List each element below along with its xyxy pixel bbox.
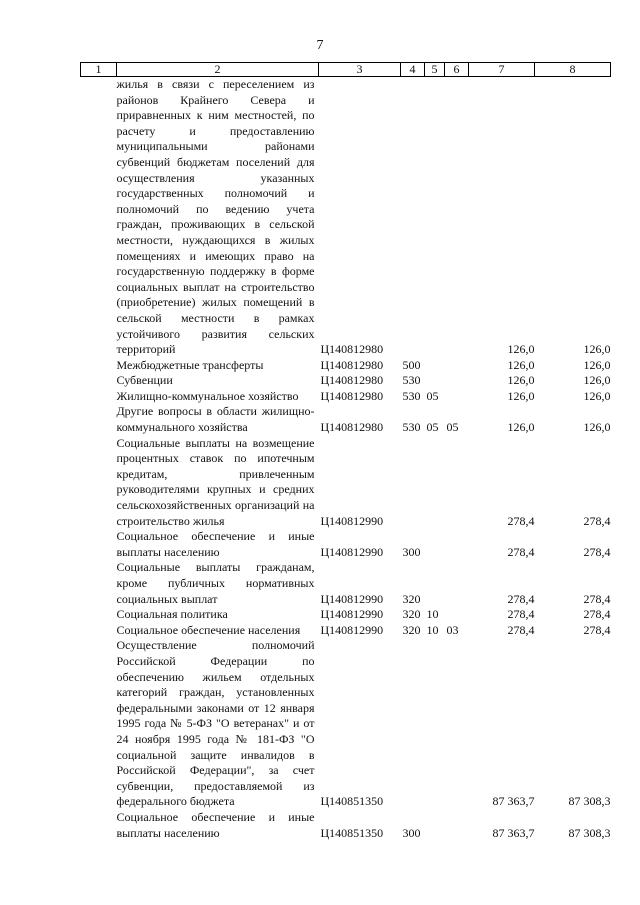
row-pr-cell xyxy=(445,607,469,623)
row-sum7-cell: 87 363,7 xyxy=(492,794,535,809)
row-code-cell: Ц140851350 xyxy=(320,794,384,809)
row-rz-cell: 05 xyxy=(426,388,439,403)
column-number-row xyxy=(81,63,611,77)
row-sum7-cell: 278,4 xyxy=(507,513,535,528)
table-row xyxy=(81,623,611,639)
row-rz-cell xyxy=(425,358,445,374)
row-rz-cell xyxy=(425,529,445,560)
row-rz-cell: 10 xyxy=(426,622,439,637)
row-code-cell: Ц140812990 xyxy=(320,622,384,637)
row-vr-cell: 530 xyxy=(402,373,421,388)
column-header: 2 xyxy=(117,63,319,77)
row-number-cell xyxy=(81,404,117,435)
row-pr-cell xyxy=(445,529,469,560)
row-vr-cell: 500 xyxy=(402,357,421,372)
row-vr-cell: 300 xyxy=(402,825,421,840)
row-name-cell: Социальное обеспечение и иные выплаты населению xyxy=(116,809,315,840)
row-vr-cell: 530 xyxy=(402,420,421,435)
row-number-cell xyxy=(81,358,117,374)
row-sum7-cell: 126,0 xyxy=(507,420,535,435)
row-number-cell xyxy=(81,436,117,530)
row-code-cell: Ц140812980 xyxy=(320,342,384,357)
table-row xyxy=(81,810,611,841)
row-sum8-cell: 126,0 xyxy=(583,388,611,403)
row-sum7-cell: 126,0 xyxy=(507,342,535,357)
table-body xyxy=(81,77,611,842)
row-pr-cell xyxy=(445,560,469,607)
row-code-cell: Ц140812980 xyxy=(320,388,384,403)
row-code-cell: Ц140812990 xyxy=(320,513,384,528)
row-name-cell: жилья в связи с переселением из районов Крайнего Севера и приравненных к ним местностей, по расчету и предоставлению муниципальными районами субвенций бюджетам поселений для осуществления указанных государственных полномочий и полномочий по ведению учета граждан, проживающих в сельской местности, нуждающихся в жилых помещениях и имеющих право на государственную поддержку в форме социальных выплат на строительство (приобретение) жилых помещений в сельской местности в рамках устойчивого развития сельских территорий xyxy=(116,77,315,357)
row-sum8-cell: 126,0 xyxy=(583,342,611,357)
row-number-cell xyxy=(81,623,117,639)
table-row xyxy=(81,404,611,435)
column-header: 4 xyxy=(401,63,425,77)
row-rz-cell xyxy=(425,810,445,841)
row-vr-cell: 320 xyxy=(402,607,421,622)
table-row xyxy=(81,638,611,810)
row-vr-cell: 320 xyxy=(402,622,421,637)
row-number-cell xyxy=(81,77,117,358)
row-number-cell xyxy=(81,389,117,405)
table-row xyxy=(81,373,611,389)
table-row xyxy=(81,389,611,405)
row-rz-cell: 10 xyxy=(426,607,439,622)
table-header xyxy=(81,63,611,77)
row-number-cell xyxy=(81,560,117,607)
row-code-cell: Ц140812990 xyxy=(320,544,384,559)
row-sum8-cell: 278,4 xyxy=(583,591,611,606)
row-name-cell: Другие вопросы в области жилищно-коммунального хозяйства xyxy=(116,404,315,435)
row-number-cell xyxy=(81,529,117,560)
row-number-cell xyxy=(81,607,117,623)
row-name-cell: Социальное обеспечение населения xyxy=(116,622,301,637)
row-vr-cell: 530 xyxy=(402,388,421,403)
row-sum7-cell: 126,0 xyxy=(507,373,535,388)
table-row xyxy=(81,607,611,623)
row-code-cell: Ц140812980 xyxy=(320,420,384,435)
row-sum7-cell: 278,4 xyxy=(507,544,535,559)
table-row xyxy=(81,436,611,530)
row-number-cell xyxy=(81,638,117,810)
row-sum8-cell: 87 308,3 xyxy=(568,825,611,840)
row-name-cell: Межбюджетные трансферты xyxy=(116,357,264,372)
row-number-cell xyxy=(81,810,117,841)
row-rz-cell xyxy=(425,436,445,530)
row-pr-cell: 05 xyxy=(446,420,459,435)
row-vr-cell xyxy=(401,77,425,358)
row-sum8-cell: 278,4 xyxy=(583,607,611,622)
row-code-cell: Ц140812980 xyxy=(320,373,384,388)
row-name-cell: Социальная политика xyxy=(116,607,228,622)
table-row xyxy=(81,560,611,607)
column-header: 6 xyxy=(445,63,469,77)
row-number-cell xyxy=(81,373,117,389)
row-pr-cell xyxy=(445,436,469,530)
row-name-cell: Жилищно-коммунальное хозяйство xyxy=(116,388,299,403)
row-code-cell: Ц140812980 xyxy=(320,357,384,372)
column-header: 1 xyxy=(81,63,117,77)
row-sum7-cell: 126,0 xyxy=(507,388,535,403)
column-header: 5 xyxy=(425,63,445,77)
row-pr-cell xyxy=(445,810,469,841)
row-sum8-cell: 126,0 xyxy=(583,357,611,372)
row-pr-cell xyxy=(445,373,469,389)
row-name-cell: Осуществление полномочий Российской Федерации по обеспечению жильем отдельных категорий граждан, установленных федеральными законами от 12 января 1995 года № 5-ФЗ "О ветеранах" и от 24 ноября 1995 года № 181-ФЗ "О социальной защите инвалидов в Российской Федерации", за счет субвенции, предоставляемой из федерального бюджета xyxy=(116,638,315,809)
row-code-cell: Ц140812990 xyxy=(320,591,384,606)
budget-table xyxy=(80,62,611,841)
column-header: 7 xyxy=(469,63,535,77)
row-pr-cell xyxy=(445,638,469,810)
row-rz-cell xyxy=(425,77,445,358)
row-sum8-cell: 278,4 xyxy=(583,513,611,528)
row-rz-cell xyxy=(425,638,445,810)
row-rz-cell xyxy=(425,560,445,607)
table-row xyxy=(81,77,611,358)
column-header: 8 xyxy=(535,63,611,77)
row-vr-cell: 320 xyxy=(402,591,421,606)
page-number: 7 xyxy=(316,38,324,53)
row-name-cell: Социальное обеспечение и иные выплаты населению xyxy=(116,529,315,559)
row-sum8-cell: 278,4 xyxy=(583,544,611,559)
row-sum7-cell: 278,4 xyxy=(507,622,535,637)
row-vr-cell: 300 xyxy=(402,544,421,559)
row-vr-cell xyxy=(401,638,425,810)
row-code-cell: Ц140812990 xyxy=(320,607,384,622)
row-name-cell: Субвенции xyxy=(116,373,173,388)
row-sum7-cell: 278,4 xyxy=(507,591,535,606)
row-rz-cell xyxy=(425,373,445,389)
row-name-cell: Социальные выплаты гражданам, кроме публичных нормативных социальных выплат xyxy=(116,560,315,606)
row-pr-cell: 03 xyxy=(446,622,459,637)
row-code-cell: Ц140851350 xyxy=(320,825,384,840)
row-pr-cell xyxy=(445,77,469,358)
column-header: 3 xyxy=(319,63,401,77)
row-sum7-cell: 278,4 xyxy=(507,607,535,622)
table-row xyxy=(81,529,611,560)
table-row xyxy=(81,358,611,374)
row-sum8-cell: 278,4 xyxy=(583,622,611,637)
row-rz-cell: 05 xyxy=(426,420,439,435)
row-pr-cell xyxy=(445,389,469,405)
row-sum7-cell: 126,0 xyxy=(507,357,535,372)
row-sum8-cell: 87 308,3 xyxy=(568,794,611,809)
row-name-cell: Социальные выплаты на возмещение процентных ставок по ипотечным кредитам, привлеченным руководителями крупных и средних сельскохозяйственных организаций на строительство жилья xyxy=(116,435,315,528)
row-pr-cell xyxy=(445,358,469,374)
row-vr-cell xyxy=(401,436,425,530)
row-sum8-cell: 126,0 xyxy=(583,373,611,388)
row-sum7-cell: 87 363,7 xyxy=(492,825,535,840)
row-sum8-cell: 126,0 xyxy=(583,420,611,435)
